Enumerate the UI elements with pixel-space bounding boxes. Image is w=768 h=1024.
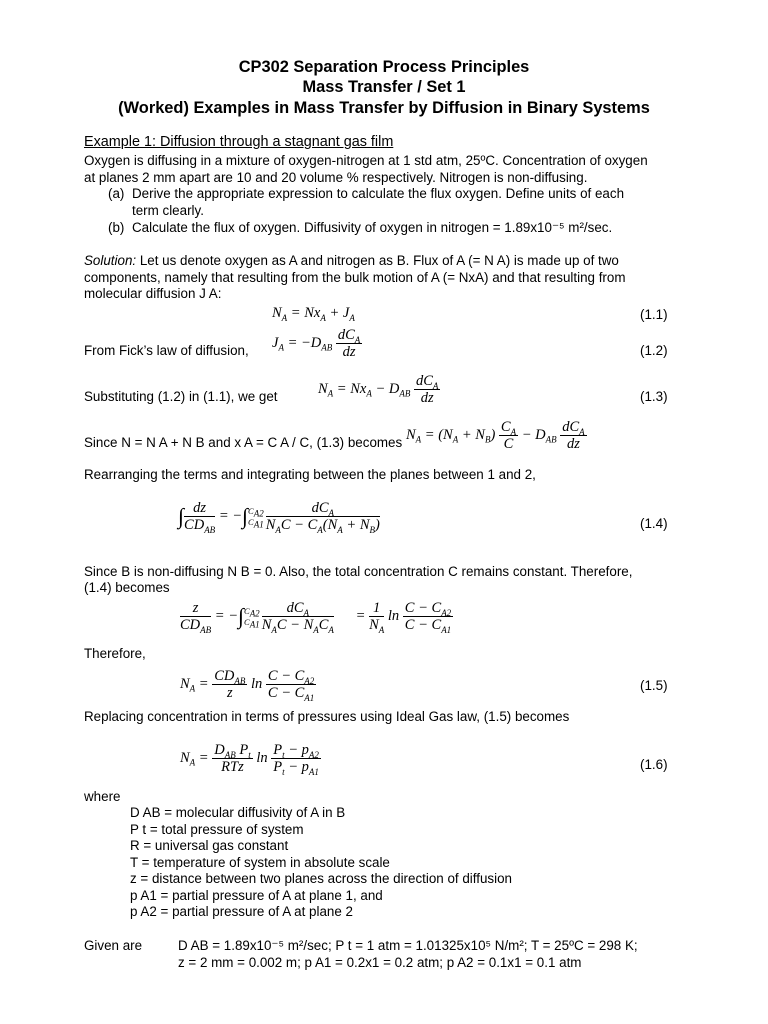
part-b-label: (b): [108, 220, 125, 235]
equation-number-1-5: (1.5): [640, 678, 668, 693]
where-text: where: [84, 789, 121, 804]
given-line2: z = 2 mm = 0.002 m; p A1 = 0.2x1 = 0.2 atm; p A2 = 0.1x1 = 0.1 atm: [178, 955, 582, 970]
example-heading: Example 1: Diffusion through a stagnant gas film: [84, 134, 394, 150]
equation-1-2: $J_A = -D_{AB}$ $\frac{dC_A}{dz}$: [272, 327, 361, 360]
solution-line1: [84, 253, 619, 270]
ficks-law-text: From Fick’s law of diffusion,: [84, 343, 249, 358]
since-b-text-line2: (1.4) becomes: [84, 580, 170, 595]
equation-1-3: $N_A = Nx_A - D_{AB}$ $\frac{dC_A}{dz}$: [318, 373, 439, 406]
solution-label: Solution:: [84, 253, 137, 268]
given-line1: D AB = 1.89x10⁻⁵ m²/sec; P t = 1 atm = 1.01325x10⁵ N/m²; T = 25ºC = 298 K;: [178, 938, 638, 953]
solution-line3: molecular diffusion J A:: [84, 286, 222, 301]
part-a-text-line1: Derive the appropriate expression to calculate the flux oxygen. Define units of each: [132, 186, 625, 201]
equation-number-1-4: (1.4): [640, 516, 668, 531]
since-b-text-line1: Since B is non-diffusing N B = 0. Also, the total concentration C remains constant. Therefore,: [84, 564, 633, 579]
part-a-text-line2: term clearly.: [132, 203, 204, 218]
equation-1-4: ∫ $\frac{dz}{CD_{AB}}$ = −∫ $C_{A2}$ $C_{A1}$ $\frac{dC_A}{N_AC - C_A(N_A + N_B)}$: [178, 500, 380, 535]
given-label: Given are: [84, 938, 143, 953]
equation-number-1-1: (1.1): [640, 307, 668, 322]
definition-z: z = distance between two planes across the direction of diffusion: [130, 871, 512, 886]
part-b-text: Calculate the flux of oxygen. Diffusivity of oxygen in nitrogen = 1.89x10⁻⁵ m²/sec.: [132, 220, 613, 235]
equation-number-1-2: (1.2): [640, 343, 668, 358]
definition-pt: P t = total pressure of system: [130, 822, 304, 837]
doc-title-line1: CP302 Separation Process Principles: [238, 58, 530, 76]
equation-number-1-3: (1.3): [640, 389, 668, 404]
definition-r: R = universal gas constant: [130, 838, 289, 853]
solution-line1-text: Let us denote oxygen as A and nitrogen as B. Flux of A (= N A) is made up of two: [136, 253, 619, 268]
rearranging-text: Rearranging the terms and integrating between the planes between 1 and 2,: [84, 467, 536, 482]
definition-pa2: p A2 = partial pressure of A at plane 2: [130, 904, 353, 919]
replacing-text: Replacing concentration in terms of pressures using Ideal Gas law, (1.5) becomes: [84, 709, 570, 724]
solution-line2: components, namely that resulting from the bulk motion of A (= NxA) and that resulting from: [84, 270, 626, 285]
definition-pa1: p A1 = partial pressure of A at plane 1, and: [130, 888, 383, 903]
example-intro-line2: at planes 2 mm apart are 10 and 20 volume % respectively. Nitrogen is non-diffusing.: [84, 170, 588, 185]
equation-1-5: $N_A$ = $\frac{CD_{AB}}{z}$ ln $\frac{C - C_{A2}}{C - C_{A1}}$: [180, 668, 315, 703]
equation-1-1: $N_A = Nx_A + J_A$: [272, 305, 355, 323]
equation-1-4-simplified: $\frac{z}{CD_{AB}}$ = −∫ $C_{A2}$ $C_{A1}$ $\frac{dC_A}{N_AC - N_AC_A}$ = $\frac{1}{N_A}$ ln $\frac{C - C_{A2}}{C - C_{A1}}$: [180, 600, 452, 635]
definition-t: T = temperature of system in absolute scale: [130, 855, 390, 870]
part-a-label: (a): [108, 186, 125, 201]
therefore-text: Therefore,: [84, 646, 146, 661]
equation-1-6: $N_A$ = $\frac{D_{AB} P_t}{\text{RTz}}$ ln $\frac{P_t - p_{A2}}{P_t - p_{A1}}$: [180, 742, 319, 777]
substituting-text: Substituting (1.2) in (1.1), we get: [84, 389, 278, 404]
equation-1-3-expanded: $N_A = (N_A + N_B)$ $\frac{C_A}{C}$ − $D_{AB}$ $\frac{dC_A}{dz}$: [406, 419, 585, 452]
definition-dab: D AB = molecular diffusivity of A in B: [130, 805, 346, 820]
equation-number-1-6: (1.6): [640, 757, 668, 772]
doc-title-line2: Mass Transfer / Set 1: [302, 78, 466, 96]
doc-title-line3: (Worked) Examples in Mass Transfer by Diffusion in Binary Systems: [118, 99, 650, 117]
since-n-text: Since N = N A + N B and x A = C A / C, (1.3) becomes: [84, 435, 403, 450]
example-intro-line1: Oxygen is diffusing in a mixture of oxygen-nitrogen at 1 std atm, 25ºC. Concentration of oxygen: [84, 153, 648, 168]
